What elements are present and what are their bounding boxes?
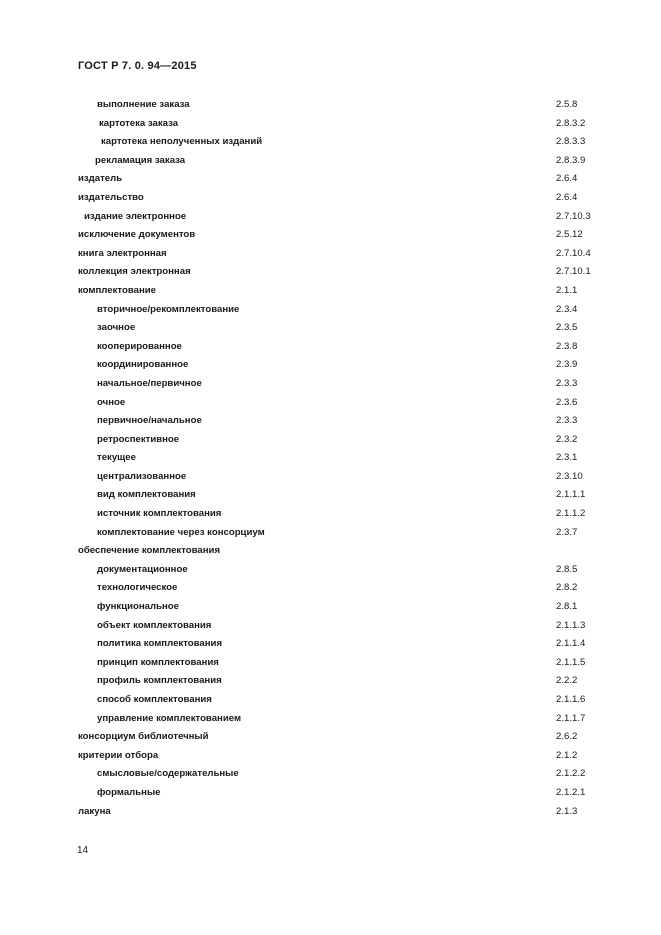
index-entry [0, 468, 661, 487]
index-term: картотека заказа [99, 117, 179, 129]
index-term: книга электронная [78, 247, 167, 259]
index-ref: 2.3.6 [556, 396, 578, 408]
index-entry [0, 282, 661, 301]
index-ref: 2.1.1 [556, 284, 578, 296]
index-term: технологическое [97, 582, 178, 594]
index-entry [0, 728, 661, 747]
index-term: издательство [78, 191, 144, 203]
index-ref: 2.5.8 [556, 99, 578, 110]
index-entry [0, 561, 661, 580]
index-term: управление комплектованием [97, 712, 242, 724]
index-ref: 2.3.10 [556, 470, 583, 482]
index-ref: 2.1.1.7 [556, 712, 586, 724]
index-entry [0, 486, 661, 505]
index-ref: 2.3.2 [556, 433, 578, 445]
index-term: способ комплектования [97, 694, 212, 705]
index-entry [0, 338, 661, 357]
index-ref: 2.7.10.4 [556, 247, 591, 259]
index-ref: 2.1.2.2 [556, 768, 586, 780]
index-term: начальное/первичное [97, 377, 202, 389]
index-entry [0, 598, 661, 617]
index-entry [0, 691, 661, 710]
index-ref: 2.3.8 [556, 340, 578, 352]
index-ref: 2.8.5 [556, 563, 578, 575]
index-entry [0, 542, 661, 561]
index-term: обеспечение комплектования [78, 545, 221, 557]
index-entry [0, 803, 661, 822]
index-entry [0, 524, 661, 543]
index-entry [0, 375, 661, 394]
index-ref: 2.3.9 [556, 359, 578, 371]
index-term: консорциум библиотечный [78, 731, 209, 743]
index-term: текущее [97, 452, 136, 464]
index-term: первичное/начальное [97, 415, 202, 427]
document-header: ГОСТ Р 7. 0. 94—2015 [78, 60, 197, 72]
index-term: объект комплектования [97, 619, 212, 631]
index-ref: 2.1.1.2 [556, 508, 586, 520]
index-ref: 2.3.7 [556, 526, 578, 538]
index-term: принцип комплектования [97, 656, 219, 668]
index-ref: 2.8.1 [556, 601, 578, 613]
index-ref: 2.5.12 [556, 229, 583, 241]
index-term: критерии отбора [78, 749, 159, 761]
index-ref: 2.3.3 [556, 377, 578, 389]
index-entry [0, 579, 661, 598]
index-ref: 2.7.10.3 [556, 210, 591, 222]
index-entry [0, 356, 661, 375]
index-term: выполнение заказа [97, 99, 190, 110]
index-entry [0, 617, 661, 636]
index-entry [0, 672, 661, 691]
index-ref: 2.1.2 [556, 749, 578, 761]
index-entry [0, 710, 661, 729]
index-term: исключение документов [78, 229, 196, 241]
index-entry [0, 654, 661, 673]
index-term: смысловые/содержательные [97, 768, 239, 780]
index-term: профиль комплектования [97, 675, 222, 687]
index-entry [0, 431, 661, 450]
index-entry [0, 133, 661, 152]
index-entry [0, 449, 661, 468]
index-term: функциональное [97, 601, 179, 613]
index-term: рекламация заказа [95, 154, 186, 166]
index-entry [0, 170, 661, 189]
index-entry [0, 394, 661, 413]
index-ref: 2.6.2 [556, 731, 578, 743]
alphabetical-index [0, 96, 661, 821]
index-entry [0, 765, 661, 784]
index-entry [0, 189, 661, 208]
index-ref: 2.8.2 [556, 582, 578, 594]
index-term: политика комплектования [97, 638, 223, 650]
index-ref: 2.1.3 [556, 805, 578, 817]
index-term: вторичное/рекомплектование [97, 303, 240, 315]
index-ref: 2.7.10.1 [556, 266, 591, 278]
index-entry [0, 152, 661, 171]
index-term: источник комплектования [97, 508, 222, 520]
index-ref: 2.3.3 [556, 415, 578, 427]
index-entry [0, 301, 661, 320]
index-ref: 2.8.3.9 [556, 154, 586, 166]
index-term: заочное [97, 322, 136, 334]
index-ref: 2.1.1.4 [556, 638, 586, 650]
index-ref: 2.3.4 [556, 303, 578, 315]
index-term: издание электронное [84, 210, 187, 222]
index-term: издатель [78, 173, 123, 185]
index-entry [0, 412, 661, 431]
page-number: 14 [77, 845, 89, 856]
index-term: комплектование через консорциум [97, 526, 265, 538]
index-entry [0, 245, 661, 264]
index-term: очное [97, 396, 126, 408]
index-entry [0, 319, 661, 338]
index-term: коллекция электронная [78, 266, 191, 278]
index-entry [0, 208, 661, 227]
index-term: картотека неполученных изданий [101, 136, 263, 148]
index-ref: 2.1.1.3 [556, 619, 586, 631]
index-ref: 2.3.5 [556, 322, 578, 334]
index-entry [0, 505, 661, 524]
index-term: вид комплектования [97, 489, 196, 501]
index-ref: 2.3.1 [556, 452, 578, 464]
index-ref: 2.6.4 [556, 173, 578, 185]
index-entry [0, 115, 661, 134]
index-ref: 2.1.1.1 [556, 489, 586, 501]
index-term: комплектование [78, 284, 156, 296]
index-term: лакуна [78, 805, 111, 817]
index-ref: 2.6.4 [556, 191, 578, 203]
index-term: ретроспективное [97, 433, 180, 445]
index-ref: 2.1.1.6 [556, 694, 586, 705]
index-entry [0, 263, 661, 282]
index-term: централизованное [97, 470, 187, 482]
index-ref: 2.2.2 [556, 675, 578, 687]
index-ref: 2.8.3.3 [556, 136, 586, 148]
index-entry [0, 635, 661, 654]
index-ref: 2.1.2.1 [556, 786, 586, 798]
index-entry [0, 96, 661, 115]
index-entry [0, 784, 661, 803]
index-term: формальные [97, 786, 161, 798]
index-entry [0, 747, 661, 766]
index-ref: 2.1.1.5 [556, 656, 586, 668]
index-term: документационное [97, 563, 188, 575]
index-term: координированное [97, 359, 189, 371]
index-entry [0, 226, 661, 245]
index-term: кооперированное [97, 340, 182, 352]
index-ref: 2.8.3.2 [556, 117, 586, 129]
